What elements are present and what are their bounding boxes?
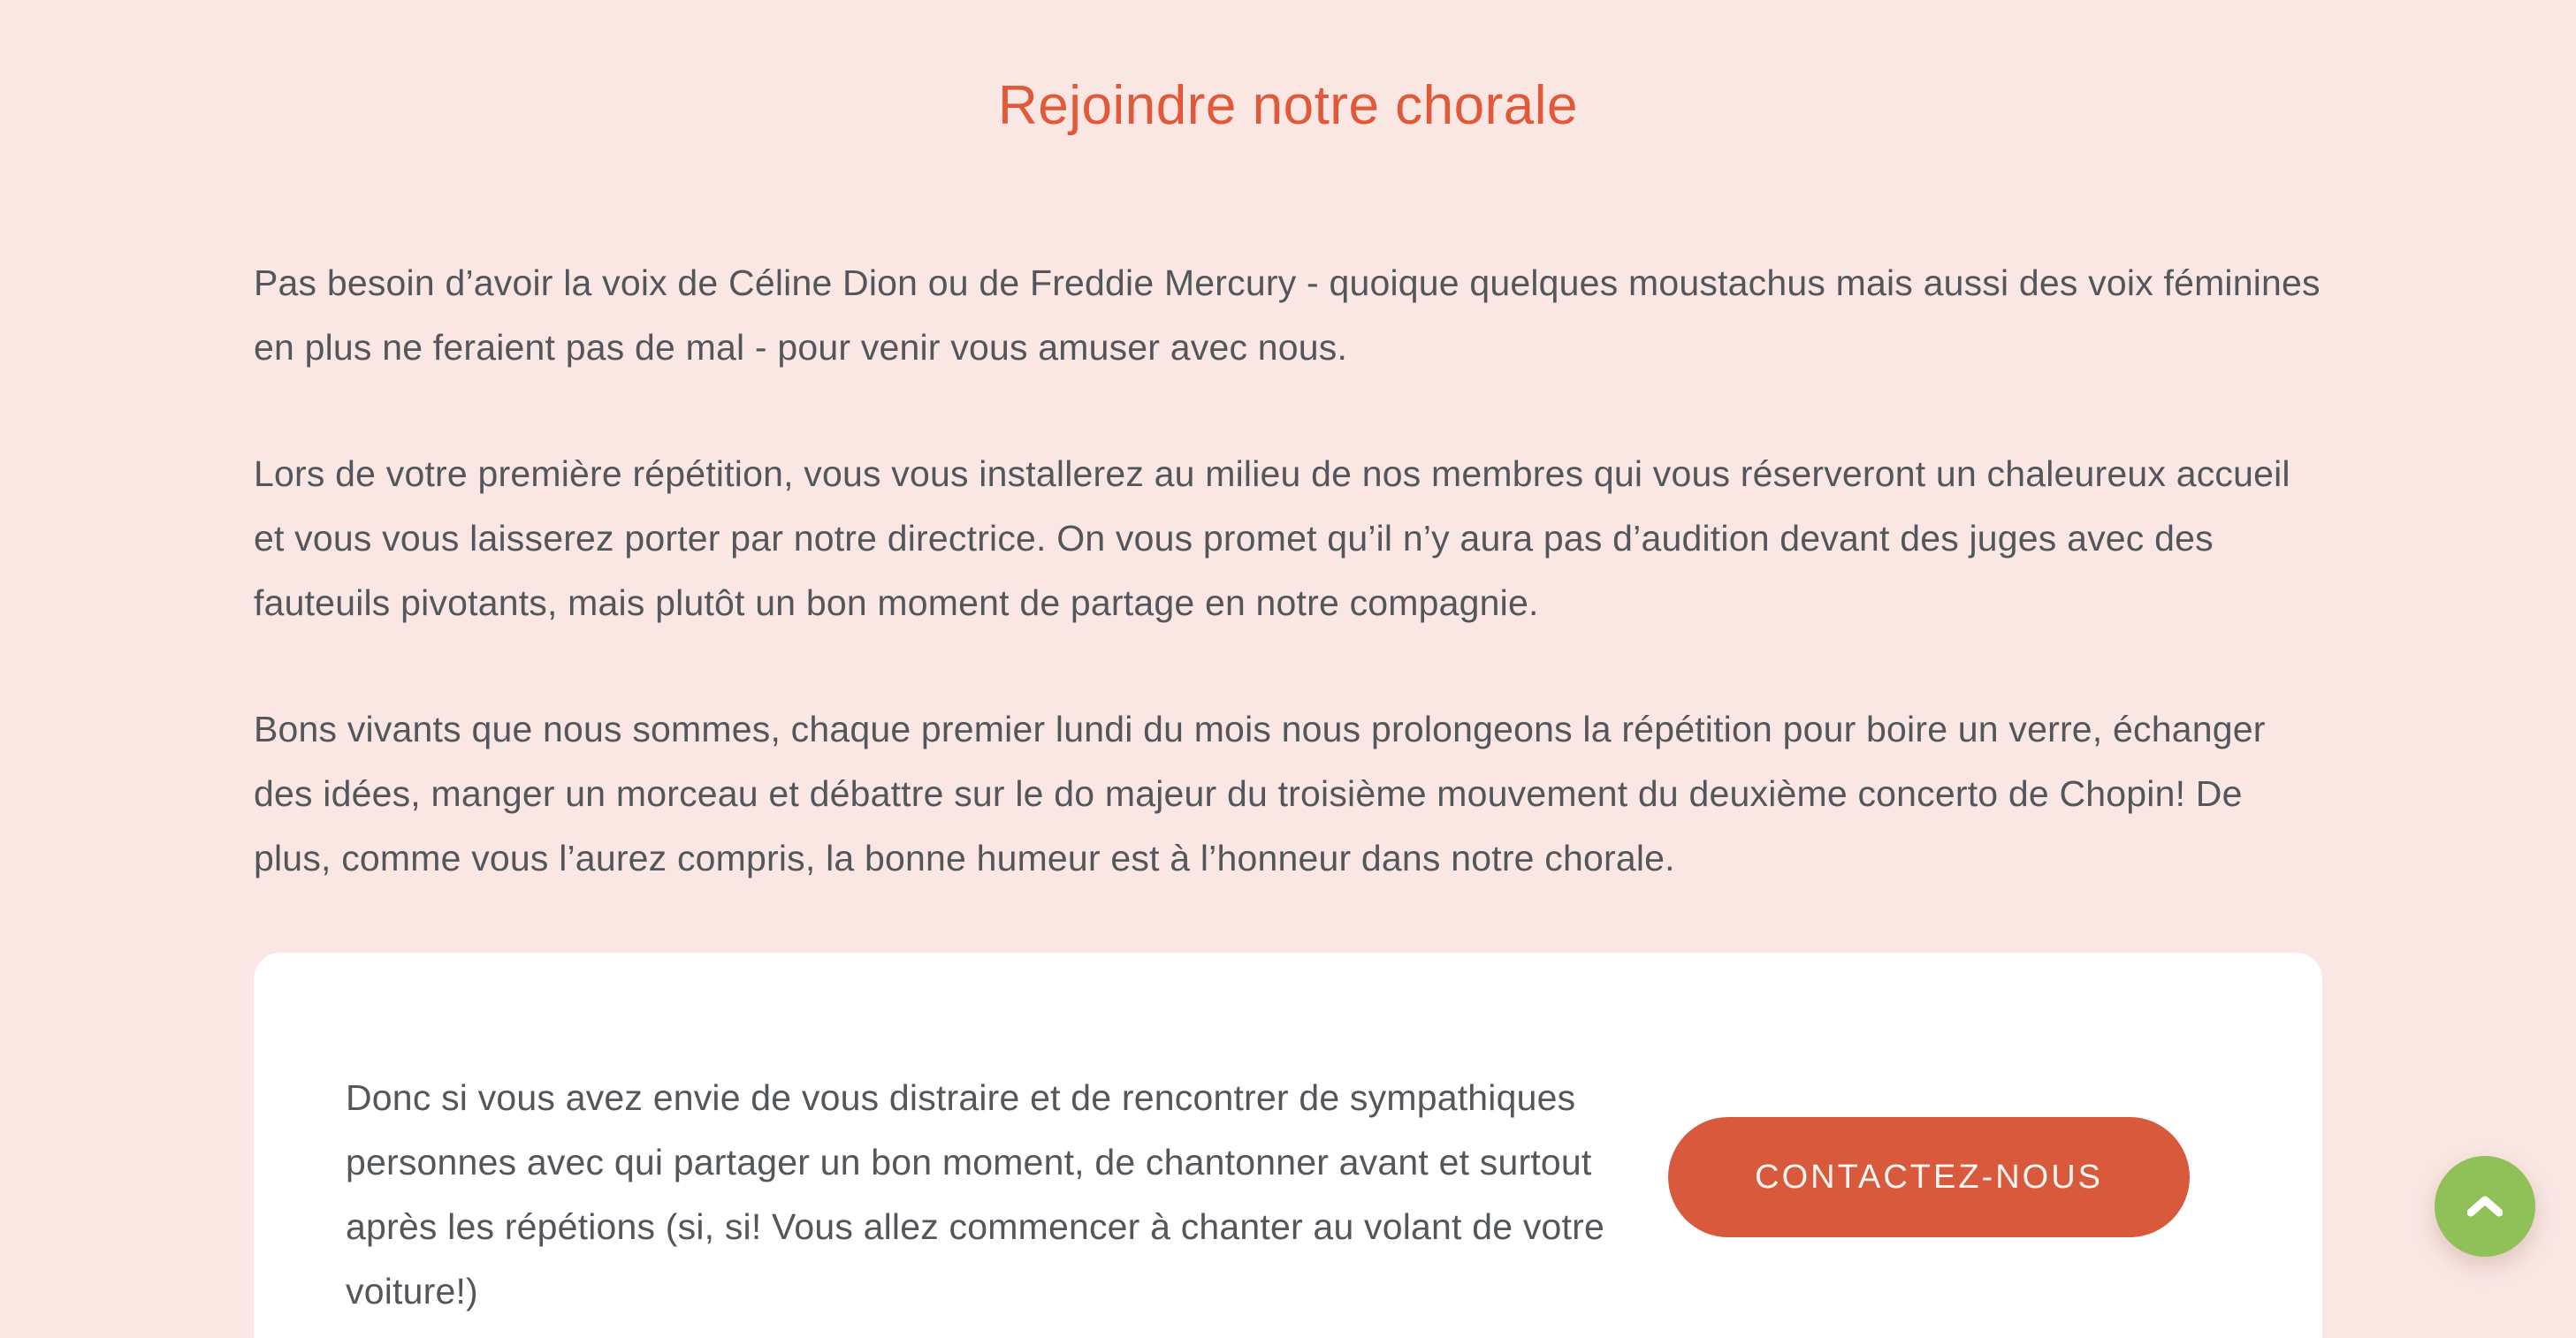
page-title: Rejoindre notre chorale bbox=[998, 75, 1578, 136]
intro-paragraph: Pas besoin d’avoir la voix de Céline Dion ou de Freddie Mercury - quoique quelques moustachus mais aussi des voix féminines en plus ne feraient pas de mal - pour venir vous amuser avec nous. bbox=[254, 262, 2321, 368]
social-paragraph: Bons vivants que nous sommes, chaque premier lundi du mois nous prolongeons la répétition pour boire un verre, échanger des idées, manger un morceau et débattre sur le do majeur du troisième mouvement du deuxième concerto de Chopin! De plus, comme vous l’aurez compris, la bonne humeur est à l’honneur dans notre chorale. bbox=[254, 709, 2266, 878]
content-column bbox=[254, 0, 2322, 1338]
contact-cta-card bbox=[254, 953, 2322, 1338]
chevron-up-icon bbox=[2467, 1196, 2503, 1217]
contact-us-button[interactable]: CONTACTEZ-NOUS bbox=[1668, 1117, 2190, 1237]
scroll-to-top-button[interactable] bbox=[2435, 1156, 2535, 1257]
first-rehearsal-paragraph: Lors de votre première répétition, vous vous installerez au milieu de nos membres qui vous réserveront un chaleureux accueil et vous vous laisserez porter par notre directrice. On vous promet qu’il n’y aura pas d’audition devant des juges avec des fauteuils pivotants, mais plutôt un bon moment de partage en notre compagnie. bbox=[254, 453, 2290, 623]
cta-paragraph: Donc si vous avez envie de vous distraire et de rencontrer de sympathiques personnes avec qui partager un bon moment, de chantonner avant et surtout après les répétions (si, si! Vous allez commencer à chanter au volant de votre voiture!) bbox=[346, 1077, 1604, 1311]
